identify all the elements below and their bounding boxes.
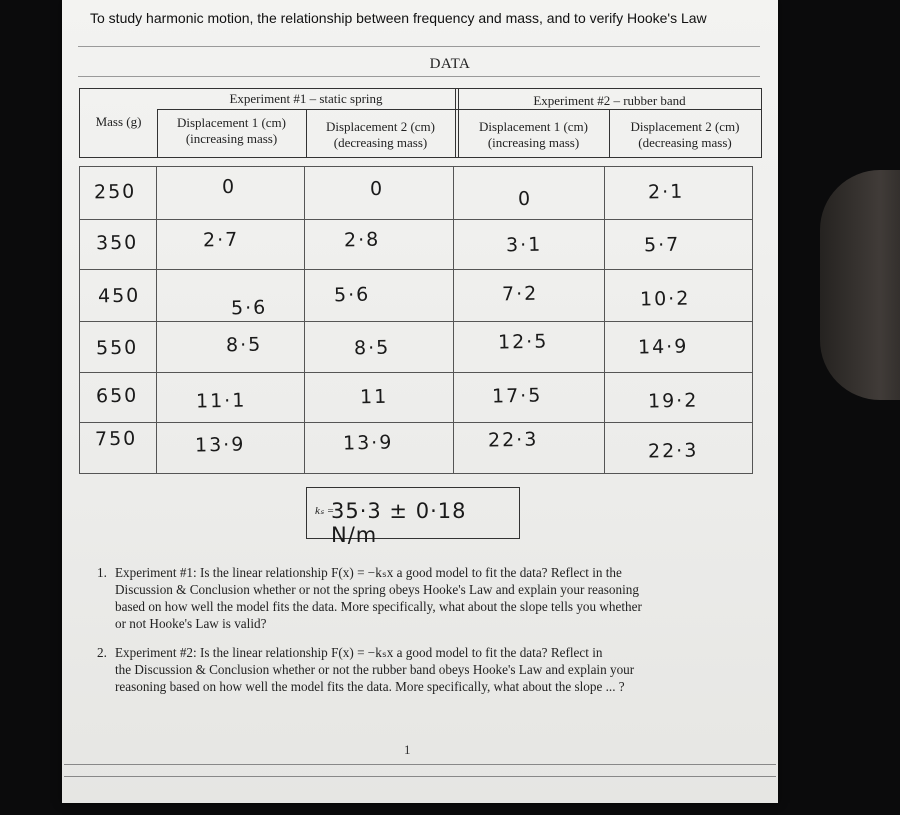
finger-shadow [820,170,900,400]
exp2-d2-cell: 19·2 [647,389,699,413]
exp1-d1-cell: 13·9 [194,433,246,457]
exp1-d2-cell: 11 [359,385,389,409]
bottom-rule [64,776,776,777]
question-number: 2. [97,645,107,660]
spring-constant-label: kₛ = [315,505,335,517]
mass-heading: Mass (g) [95,114,142,129]
exp2-d2-cell: 10·2 [639,287,691,311]
exp1-d2-cell: 0 [369,177,385,201]
top-rule [78,46,760,47]
exp2-disp1-heading: Displacement 1 (cm) (increasing mass) [478,119,588,150]
exp2-d1-cell: 7·2 [501,282,539,306]
exp2-d1-cell: 22·3 [487,428,539,452]
question-number: 1. [97,565,107,580]
data-title: DATA [429,56,471,72]
exp1-d2-cell: 5·6 [333,283,371,307]
data-grid [79,166,753,474]
exp1-d1-cell: 2·7 [202,228,240,252]
exp2-d2-cell: 14·9 [637,335,689,359]
exp1-disp2-heading: Displacement 2 (cm) (decreasing mass) [325,119,435,150]
exp1-heading: Experiment #1 – static spring [229,91,383,106]
exp1-disp1-heading: Displacement 1 (cm) (increasing mass) [176,115,286,146]
exp2-d1-cell: 12·5 [497,330,549,354]
exp1-d1-cell: 5·6 [230,296,268,320]
data-rule [78,76,760,77]
mass-cell: 350 [95,231,139,255]
exp1-d2-cell: 2·8 [343,228,381,252]
bottom-rule [64,764,776,765]
exp2-d2-cell: 5·7 [643,233,681,257]
exp2-d1-cell: 17·5 [491,384,543,408]
mass-cell: 250 [93,180,137,204]
page-header: To study harmonic motion, the relationship between frequency and mass, and to verify Hooke's Law [90,10,707,26]
exp1-d1-cell: 8·5 [225,333,263,357]
spring-constant-box [306,487,520,547]
exp2-d2-cell: 22·3 [647,439,699,463]
exp1-d1-cell: 11·1 [195,389,247,413]
mass-cell: 650 [95,384,139,408]
exp2-d2-cell: 2·1 [647,180,685,204]
mass-cell: 750 [94,427,138,451]
exp1-d2-cell: 13·9 [342,431,394,455]
mass-cell: 450 [97,284,141,308]
spring-constant-value: 35·3 ± 0·18 N/m [331,499,467,547]
question-1: 1. Experiment #1: Is the linear relationship F(x) = −kₛx a good model to fit the data? Reflect in the Discussion & Conclusion whether or not the spring obeys Hooke's Law and explain your reasoning based on how well the model fits the data. More specifically, what about the slope tells you whether or not Hooke's Law is valid? [97,565,642,631]
exp1-d1-cell: 0 [221,175,237,199]
question-2: 2. Experiment #2: Is the linear relationship F(x) = −kₛx a good model to fit the data? Reflect in the Discussion & Conclusion whether or not the rubber band obeys Hooke's Law and explain your reasoning based on how well the model fits the data. More specifically, what about the slope ... ? [97,645,635,694]
exp2-heading: Experiment #2 – rubber band [533,93,686,108]
page-number: 1 [404,742,411,757]
exp2-d1-cell: 3·1 [505,233,543,257]
mass-cell: 550 [95,336,139,360]
exp1-d2-cell: 8·5 [353,336,391,360]
exp2-disp2-heading: Displacement 2 (cm) (decreasing mass) [630,119,740,150]
table-header [79,88,762,158]
exp2-d1-cell: 0 [517,187,533,211]
